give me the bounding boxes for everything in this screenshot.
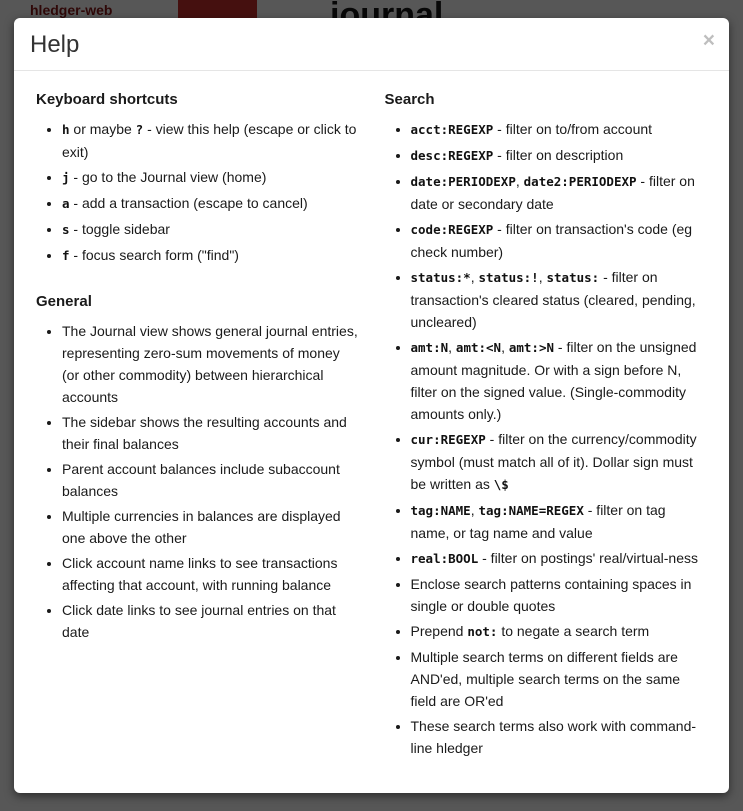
help-list-item: • code:REGEXP - filter on transaction's code (eg check number)	[411, 218, 708, 263]
search-list	[385, 118, 708, 759]
left-column	[36, 91, 359, 762]
code-term: h	[62, 122, 70, 138]
help-list-item: • The sidebar shows the resulting accounts and their final balances	[62, 411, 359, 455]
code-term: status:	[546, 270, 600, 286]
section-title-general: General	[36, 293, 92, 311]
help-list-item: • acct:REGEXP - filter on to/from account	[411, 118, 708, 141]
code-term: tag:NAME=REGEX	[478, 503, 584, 519]
code-term: amt:<N	[455, 340, 502, 356]
help-list-item: • tag:NAME, tag:NAME=REGEX - filter on tag name, or tag name and value	[411, 499, 708, 544]
help-list-item: • status:*, status:!, status: - filter on transaction's cleared status (cleared, pending, uncleared)	[411, 266, 708, 333]
help-list-item: • These search terms also work with command-line hledger	[411, 715, 708, 759]
help-list-item: • Enclose search patterns containing spaces in single or double quotes	[411, 573, 708, 617]
keyboard-shortcuts-list	[36, 118, 359, 267]
code-term: ?	[135, 122, 144, 138]
right-column	[385, 91, 708, 762]
modal-title: Help	[30, 31, 80, 58]
help-list-item: • real:BOOL - filter on postings' real/virtual-ness	[411, 547, 708, 570]
help-list-item: • s - toggle sidebar	[62, 218, 359, 241]
help-list-item: • amt:N, amt:<N, amt:>N - filter on the unsigned amount magnitude. Or with a sign before N, filter on the signed value. (Single-commodity amounts only.)	[411, 336, 708, 425]
code-term: acct:REGEXP	[410, 122, 494, 138]
code-term: status:*	[410, 270, 471, 286]
code-term: amt:N	[410, 340, 449, 356]
help-list-item: • h or maybe ? - view this help (escape or click to exit)	[62, 118, 359, 163]
section-title-keyboard-shortcuts: Keyboard shortcuts	[36, 91, 178, 109]
code-term: s	[62, 222, 70, 238]
code-term: status:!	[478, 270, 539, 286]
code-term: date:PERIODEXP	[410, 174, 516, 190]
help-list-item: • j - go to the Journal view (home)	[62, 166, 359, 189]
help-list-item: • Multiple currencies in balances are displayed one above the other	[62, 505, 359, 549]
help-list-item: • Prepend not: to negate a search term	[411, 620, 708, 643]
help-list-item: • cur:REGEXP - filter on the currency/commodity symbol (must match all of it). Dollar sign must be written as \$	[411, 428, 708, 496]
help-list-item: • Click date links to see journal entries on that date	[62, 599, 359, 643]
code-term: f	[62, 248, 70, 264]
code-term: a	[62, 196, 70, 212]
help-list-item: • f - focus search form ("find")	[62, 244, 359, 267]
modal-body	[14, 71, 729, 782]
help-list-item: • a - add a transaction (escape to cancel)	[62, 192, 359, 215]
general-list	[36, 320, 359, 643]
code-term: real:BOOL	[410, 551, 479, 567]
help-list-item: • Parent account balances include subaccount balances	[62, 458, 359, 502]
modal-header	[14, 18, 729, 71]
help-list-item: • date:PERIODEXP, date2:PERIODEXP - filter on date or secondary date	[411, 170, 708, 215]
code-term: not:	[467, 624, 498, 640]
code-term: j	[62, 170, 70, 186]
help-list-item: • Click account name links to see transactions affecting that account, with running balance	[62, 552, 359, 596]
code-term: tag:NAME	[410, 503, 471, 519]
help-list-item: • The Journal view shows general journal entries, representing zero-sum movements of money (or other commodity) between hierarchical accounts	[62, 320, 359, 408]
code-term: desc:REGEXP	[410, 148, 494, 164]
code-term: amt:>N	[508, 340, 555, 356]
close-button[interactable]: ×	[702, 29, 715, 52]
help-modal	[14, 18, 729, 793]
code-term: code:REGEXP	[410, 222, 494, 238]
help-list-item: • desc:REGEXP - filter on description	[411, 144, 708, 167]
help-list-item: • Multiple search terms on different fields are AND'ed, multiple search terms on the same field are OR'ed	[411, 646, 708, 712]
code-term: \$	[493, 477, 509, 493]
code-term: date2:PERIODEXP	[523, 174, 637, 190]
code-term: cur:REGEXP	[410, 432, 486, 448]
section-title-search: Search	[384, 91, 435, 109]
